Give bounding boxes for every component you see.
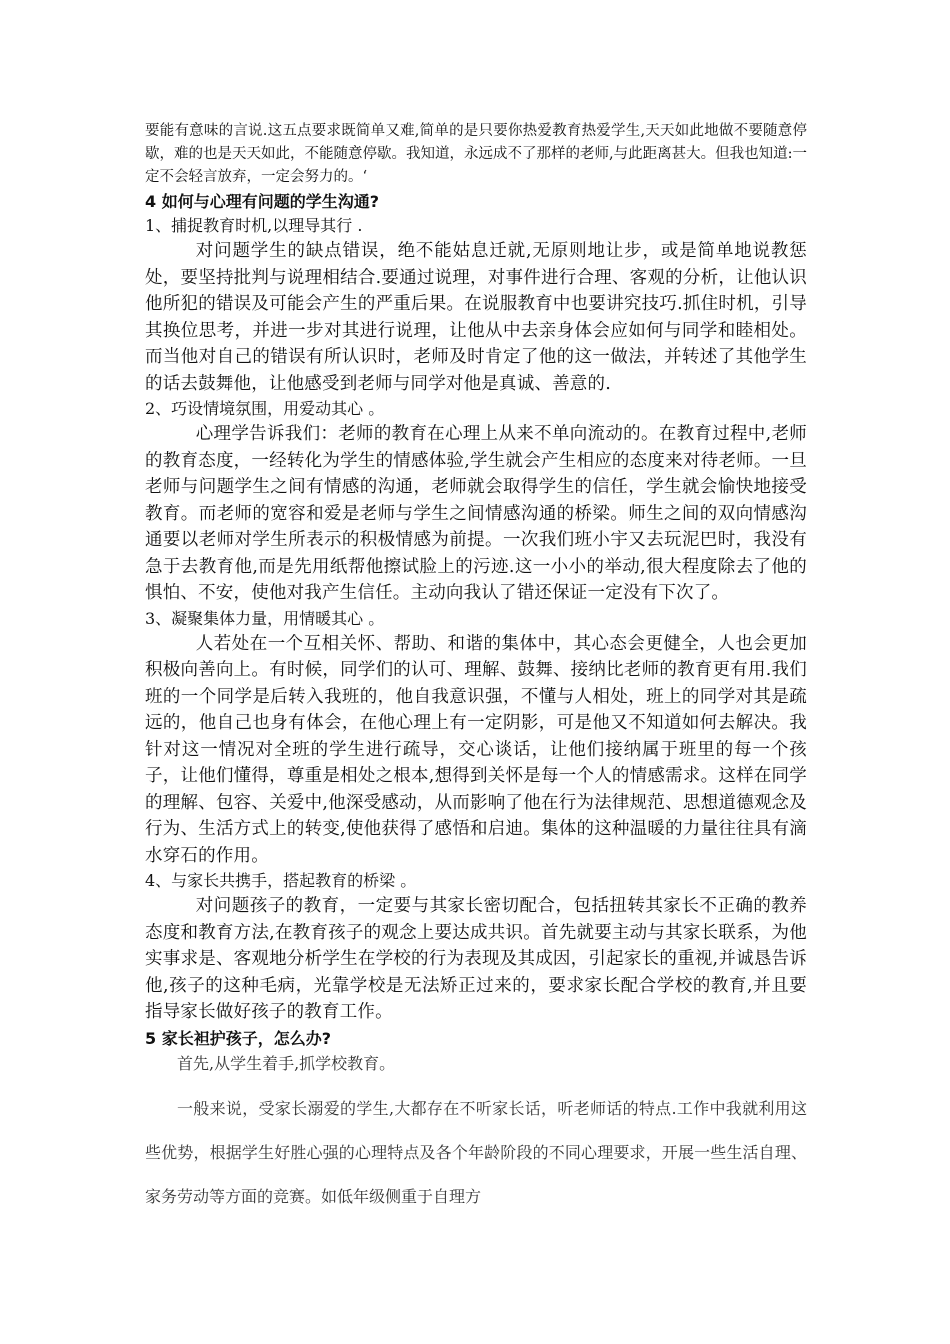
section-5-heading: 5 家长袒护孩子，怎么办? xyxy=(145,1028,331,1048)
section-5-body: 一般来说，受家长溺爱的学生,大都存在不听家长话，听老师话的特点.工作中我就利用这些优势，根据学生好胜心强的心理特点及各个年龄阶段的不同心理要求，开展一些生活自理、家务劳动等方面的竞赛。如低年级侧重于自理方 xyxy=(145,1098,807,1206)
document-page xyxy=(145,120,807,1219)
item-4-body: 对问题孩子的教育，一定要与其家长密切配合，包括扭转其家长不正确的教养态度和教育方法,在教育孩子的观念上要达成共识。首先就要主动与其家长联系，为他实事求是、客观地分析学生在学校的行为表现及其成因，引起家长的重视,并诚恳告诉他,孩子的这种毛病，光靠学校是无法矫正过来的，要求家长配合学校的教育,并且要指导家长做好孩子的教育工作。 xyxy=(145,896,807,1022)
section-4 xyxy=(145,190,807,1026)
item-4-title: 4、与家长共携手，搭起教育的桥梁 。 xyxy=(145,871,417,890)
section-5-lead: 首先,从学生着手,抓学校教育。 xyxy=(177,1053,396,1073)
intro-paragraph: 要能有意味的言说.这五点要求既简单又难,简单的是只要你热爱教育热爱学生,天天如此地做不要随意停歇，难的也是天天如此，不能随意停歇。我知道，永远成不了那样的老师,与此距离甚大。但我也知道:一定不会轻言放弃，一定会努力的。‘ xyxy=(145,123,807,185)
intro-paragraph-block xyxy=(145,120,807,189)
item-2-body: 心理学告诉我们：老师的教育在心理上从来不单向流动的。在教育过程中,老师的教育态度，一经转化为学生的情感体验,学生就会产生相应的态度来对待老师。一旦老师与问题学生之间有情感的沟通，老师就会取得学生的信任，学生就会愉快地接受教育。而老师的宽容和爱是老师与学生之间情感沟通的桥梁。师生之间的双向情感沟通要以老师对学生所表示的积极情感为前提。一次我们班小宇又去玩泥巴时，我没有急于去教育他,而是先用纸帮他擦试脸上的污迹.这一小小的举动,很大程度除去了他的惧怕、不安，使他对我产生信任。主动向我认了错还保证一定没有下次了。 xyxy=(145,424,807,603)
item-1-title: 1、捕捉教育时机,以理导其行 . xyxy=(145,216,363,235)
section-4-heading: 4 如何与心理有问题的学生沟通? xyxy=(145,192,379,211)
item-3-title: 3、凝聚集体力量，用情暖其心 。 xyxy=(145,608,385,628)
section-5 xyxy=(145,1027,807,1219)
item-2-title: 2、巧设情境氛围，用爱动其心 。 xyxy=(145,399,385,418)
item-3-body: 人若处在一个互相关怀、帮助、和谐的集体中，其心态会更健全，人也会更加积极向善向上。有时候，同学们的认可、理解、鼓舞、接纳比老师的教育更有用.我们班的一个同学是后转入我班的，他自我意识强，不懂与人相处，班上的同学对其是疏远的，他自己也身有体会，在他心理上有一定阴影，可是他又不知道如何去解决。我针对这一情况对全班的学生进行疏导，交心谈话，让他们接纳属于班里的每一个孩子，让他们懂得，尊重是相处之根本,想得到关怀是每一个人的情感需求。这样在同学的理解、包容、关爱中,他深受感动，从而影响了他在行为法律规范、思想道德观念及行为、生活方式上的转变,使他获得了感悟和启迪。集体的这种温暖的力量往往具有滴水穿石的作用。 xyxy=(145,633,807,866)
item-1-body: 对问题学生的缺点错误，绝不能姑息迁就,无原则地让步，或是简单地说教惩处，要坚持批判与说理相结合.要通过说理，对事件进行合理、客观的分析，让他认识他所犯的错误及可能会产生的严重后果。在说服教育中也要讲究技巧.抓住时机，引导其换位思考，并进一步对其进行说理，让他从中去亲身体会应如何与同学和睦相处。而当他对自己的错误有所认识时，老师及时肯定了他的这一做法，并转述了其他学生的话去鼓舞他，让他感受到老师与同学对他是真诚、善意的. xyxy=(145,241,807,394)
